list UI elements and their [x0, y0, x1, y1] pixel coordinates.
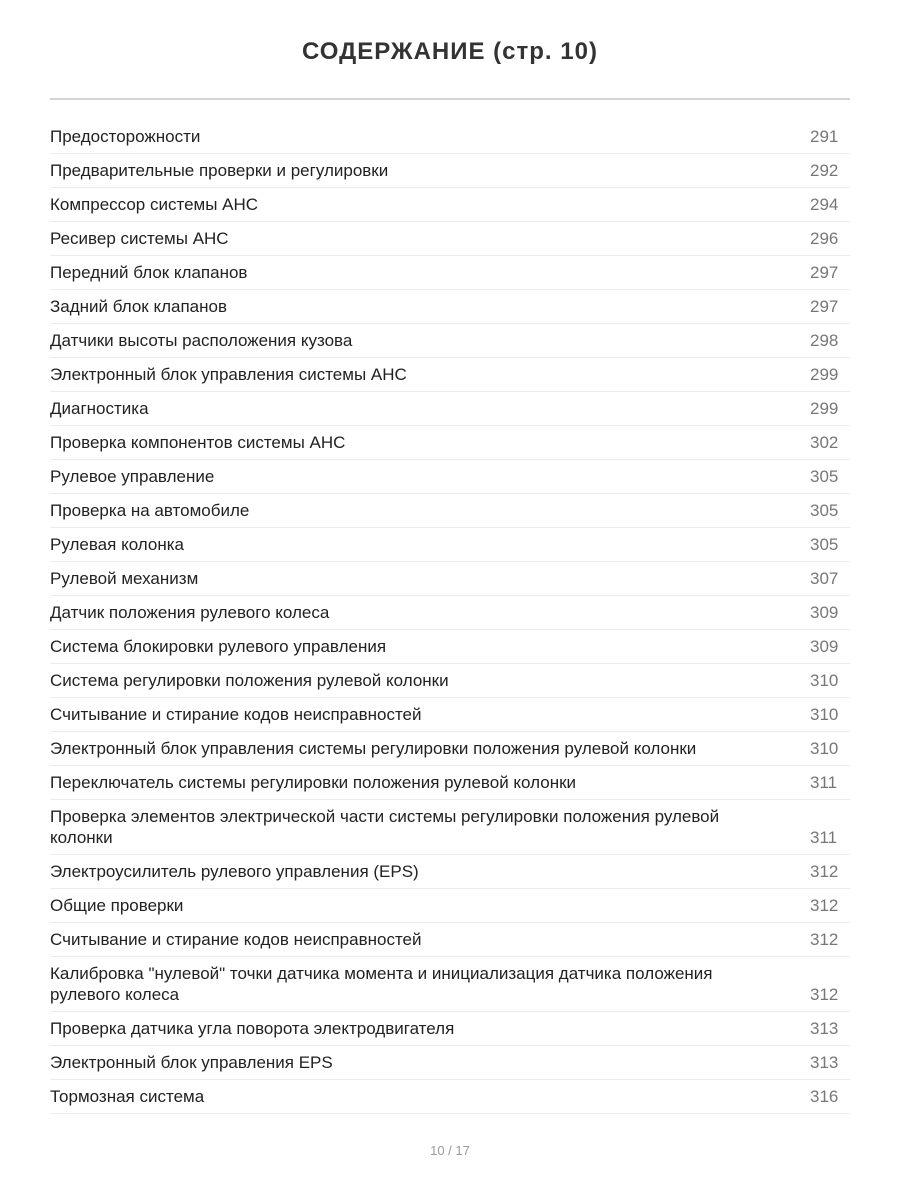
toc-entry[interactable]: [50, 562, 850, 596]
toc-entry-title[interactable]: Передний блок клапанов: [50, 263, 248, 282]
toc-entry-page-number: 311: [810, 773, 838, 792]
toc-entry-title[interactable]: Задний блок клапанов: [50, 297, 227, 316]
toc-entry-page-number: 305: [810, 467, 839, 486]
toc-entry[interactable]: [50, 923, 850, 957]
toc-entry[interactable]: [50, 596, 850, 630]
toc-entry-title[interactable]: Проверка элементов электрической части системы регулировки положения рулевой колонки: [50, 807, 720, 847]
toc-entry-title[interactable]: Рулевой механизм: [50, 569, 199, 588]
toc-entry-title[interactable]: Система блокировки рулевого управления: [50, 637, 387, 656]
toc-entry[interactable]: [50, 324, 850, 358]
toc-entry-page-number: 309: [810, 637, 839, 656]
toc-entry-page-number: 310: [810, 739, 839, 758]
toc-entry-page-number: 312: [810, 862, 839, 881]
toc-entry-page-number: 291: [810, 127, 839, 146]
toc-entry-title[interactable]: Диагностика: [50, 399, 149, 418]
title-divider: [50, 98, 850, 100]
toc-entry-title[interactable]: Ресивер системы АНС: [50, 229, 229, 248]
page-title: СОДЕРЖАНИЕ (стр. 10): [302, 38, 598, 65]
toc-entry[interactable]: [50, 426, 850, 460]
toc-entry[interactable]: [50, 1012, 850, 1046]
toc-entry-title[interactable]: Тормозная система: [50, 1087, 205, 1106]
toc-entry-title[interactable]: Система регулировки положения рулевой колонки: [50, 671, 449, 690]
toc-entry-title[interactable]: Компрессор системы АНС: [50, 195, 259, 214]
toc-entry[interactable]: [50, 358, 850, 392]
toc-entry-title[interactable]: Считывание и стирание кодов неисправностей: [50, 930, 422, 949]
toc-entry[interactable]: [50, 855, 850, 889]
toc-entry-page-number: 299: [810, 399, 839, 418]
toc-entry[interactable]: [50, 256, 850, 290]
toc-entry[interactable]: [50, 664, 850, 698]
toc-entry[interactable]: [50, 630, 850, 664]
toc-entry-page-number: 310: [810, 671, 839, 690]
toc-entry-title[interactable]: Электронный блок управления EPS: [50, 1053, 333, 1072]
toc-entry-page-number: 305: [810, 501, 839, 520]
toc-entry[interactable]: [50, 154, 850, 188]
toc-entry-title[interactable]: Считывание и стирание кодов неисправностей: [50, 705, 422, 724]
toc-entry[interactable]: [50, 290, 850, 324]
toc-entry[interactable]: [50, 528, 850, 562]
toc-entry-page-number: 310: [810, 705, 839, 724]
toc-entry-title[interactable]: Проверка датчика угла поворота электродвигателя: [50, 1019, 455, 1038]
toc-entry[interactable]: [50, 732, 850, 766]
toc-entry-page-number: 305: [810, 535, 839, 554]
toc-entry[interactable]: [50, 222, 850, 256]
toc-entry-page-number: 307: [810, 569, 839, 588]
toc-entry-title[interactable]: Переключатель системы регулировки положения рулевой колонки: [50, 773, 577, 792]
toc-list: [50, 120, 850, 1114]
toc-entry-page-number: 302: [810, 433, 839, 452]
toc-entry[interactable]: [50, 957, 850, 1012]
toc-entry-title[interactable]: Проверка компонентов системы АНС: [50, 433, 346, 452]
toc-entry-title[interactable]: Предосторожности: [50, 127, 201, 146]
toc-entry[interactable]: [50, 188, 850, 222]
toc-entry-page-number: 298: [810, 331, 839, 350]
toc-entry-title[interactable]: Электроусилитель рулевого управления (EPS): [50, 862, 419, 881]
toc-entry-page-number: 294: [810, 195, 839, 214]
toc-entry-title[interactable]: Датчик положения рулевого колеса: [50, 603, 330, 622]
toc-entry[interactable]: [50, 1046, 850, 1080]
toc-entry-title[interactable]: Калибровка "нулевой" точки датчика момента и инициализация датчика положения рулевого колеса: [50, 964, 713, 1004]
toc-entry[interactable]: [50, 698, 850, 732]
toc-entry-page-number: 297: [810, 297, 839, 316]
toc-entry-title[interactable]: Общие проверки: [50, 896, 184, 915]
toc-entry-page-number: 312: [810, 930, 839, 949]
toc-entry-page-number: 311: [810, 828, 838, 847]
toc-entry-title[interactable]: Предварительные проверки и регулировки: [50, 161, 389, 180]
toc-entry-page-number: 296: [810, 229, 839, 248]
toc-entry-page-number: 313: [810, 1019, 839, 1038]
toc-entry-title[interactable]: Рулевая колонка: [50, 535, 184, 554]
toc-entry-page-number: 312: [810, 896, 839, 915]
toc-entry[interactable]: [50, 766, 850, 800]
toc-entry-page-number: 312: [810, 985, 839, 1004]
toc-entry-title[interactable]: Электронный блок управления системы регулировки положения рулевой колонки: [50, 739, 697, 758]
toc-entry[interactable]: [50, 494, 850, 528]
toc-entry-title[interactable]: Датчики высоты расположения кузова: [50, 331, 353, 350]
toc-entry[interactable]: [50, 889, 850, 923]
toc-entry[interactable]: [50, 120, 850, 154]
toc-entry[interactable]: [50, 1080, 850, 1114]
toc-entry-page-number: 309: [810, 603, 839, 622]
toc-entry-page-number: 313: [810, 1053, 839, 1072]
toc-entry-title[interactable]: Проверка на автомобиле: [50, 501, 250, 520]
toc-entry-title[interactable]: Рулевое управление: [50, 467, 215, 486]
toc-entry-title[interactable]: Электронный блок управления системы АНС: [50, 365, 407, 384]
toc-entry[interactable]: [50, 800, 850, 855]
page-counter: 10 / 17: [430, 1143, 470, 1158]
toc-entry-page-number: 299: [810, 365, 839, 384]
toc-entry-page-number: 316: [810, 1087, 839, 1106]
toc-entry[interactable]: [50, 460, 850, 494]
toc-entry-page-number: 297: [810, 263, 839, 282]
toc-entry-page-number: 292: [810, 161, 839, 180]
toc-entry[interactable]: [50, 392, 850, 426]
